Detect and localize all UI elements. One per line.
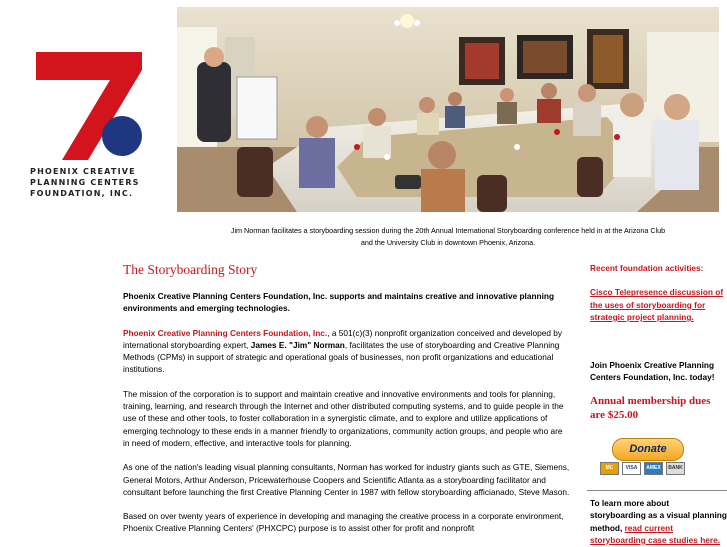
cisco-telepresence-link[interactable]: Cisco Telepresence discussion of the uses of storyboarding for strategic project planning. bbox=[590, 287, 724, 322]
logo-line-3: FOUNDATION, INC. bbox=[30, 189, 134, 198]
bank-icon: BANK bbox=[666, 462, 685, 475]
intro-text-b: , facilitates the use of storyboarding and Creative Planning Methods (CPMs) in support of strategic and operational goals of businesses, non profit organizations and educational institutions. bbox=[123, 339, 560, 375]
history-paragraph: Based on over twenty years of experience in developing and managing the creative process in a corporate environment, Phoenix Creative Planning Centers' (PHXCPC) purpose is to assist other for profit and nonprofit bbox=[123, 511, 564, 534]
recent-activities-heading: Recent foundation activities: bbox=[590, 263, 704, 273]
sidebar-divider bbox=[587, 490, 727, 491]
conference-photo-image bbox=[177, 7, 719, 212]
case-studies-link[interactable]: read current storyboarding case studies here. bbox=[590, 522, 721, 545]
photo-caption bbox=[177, 225, 719, 249]
founder-name: James E. "Jim" Norman bbox=[250, 339, 345, 350]
page-title: The Storyboarding Story bbox=[123, 262, 258, 277]
main-content bbox=[123, 262, 571, 547]
conference-photo bbox=[177, 7, 719, 212]
foundation-logo bbox=[30, 52, 148, 202]
learn-more-block bbox=[590, 497, 727, 546]
logo-wordmark bbox=[30, 166, 154, 199]
intro-paragraph bbox=[123, 327, 571, 376]
mastercard-icon: MC bbox=[600, 462, 619, 475]
payment-cards bbox=[600, 462, 685, 475]
logo-mark bbox=[30, 52, 148, 162]
lead-paragraph: Phoenix Creative Planning Centers Foundation, Inc. supports and maintains creative and innovative planning environments and emerging technologies. bbox=[123, 291, 555, 314]
caption-line-2: and the University Club in downtown Phoenix, Arizona. bbox=[360, 238, 536, 247]
intro-text-a: , a 501(c)(3) nonprofit organization conceived and developed by international storyboarding expert, bbox=[123, 327, 563, 350]
membership-dues: Annual membership dues are $25.00 bbox=[590, 394, 711, 421]
org-name: Phoenix Creative Planning Centers Foundation, Inc. bbox=[123, 327, 328, 338]
mission-paragraph: The mission of the corporation is to support and maintain creative and innovative environments and tools for planning, training, learning, and research through the Internet and other distributed computing systems, and to guide people in the use of these and other tools, to foster collaboration in a synergistic climate, and to explore and utilize applications of emerging technology to these ends in a manner friendly to organizations, community action groups, and people who are in need of modern, effective, and interactive tools for planning. bbox=[123, 388, 564, 448]
amex-icon: AMEX bbox=[644, 462, 663, 475]
sidebar bbox=[590, 262, 727, 422]
logo-line-2: PLANNING CENTERS bbox=[30, 178, 140, 187]
visa-icon: VISA bbox=[622, 462, 641, 475]
experience-paragraph: As one of the nation's leading visual planning consultants, Norman has worked for industry giants such as GTE, Siemens, General Motors, Arthur Anderson, Pricewaterhouse Coopers and Scientific Atlanta as a storyboarding facilitator and consultant before launching the first Creative Planning Center in 1987 with fellow storyboarding afficianado, Steve Mason. bbox=[123, 462, 570, 497]
learn-more-text: To learn more about storyboarding as a visual planning method, bbox=[590, 498, 727, 533]
donate-area bbox=[600, 438, 700, 478]
logo-line-1: PHOENIX CREATIVE bbox=[30, 167, 136, 176]
caption-line-1: Jim Norman facilitates a storyboarding session during the 20th Annual International Storyboarding conference held in at the Arizona Club bbox=[230, 226, 666, 235]
join-text: Join Phoenix Creative Planning Centers Foundation, Inc. today! bbox=[590, 360, 715, 383]
donate-button[interactable]: Donate bbox=[612, 438, 684, 461]
